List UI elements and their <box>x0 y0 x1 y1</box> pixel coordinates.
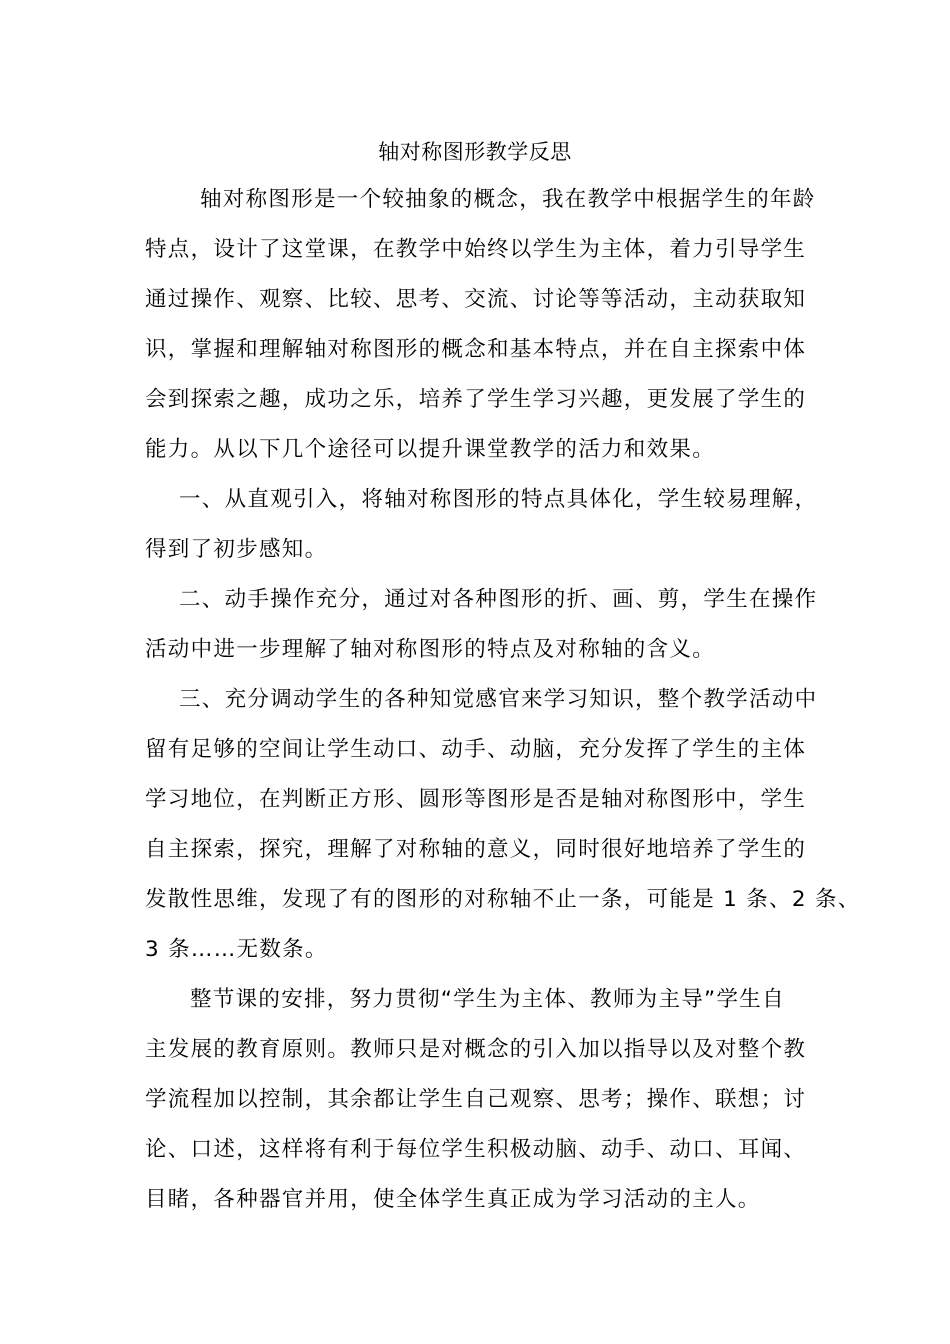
paragraph-4-line-3: 学习地位，在判断正方形、圆形等图形是否是轴对称图形中，学生 <box>145 787 807 812</box>
paragraph-1-line-5: 会到探索之趣，成功之乐，培养了学生学习兴趣，更发展了学生的 <box>145 387 807 412</box>
paragraph-3-line-1: 二、动手操作充分，通过对各种图形的折、画、剪，学生在操作 <box>179 587 818 612</box>
paragraph-1-line-6: 能力。从以下几个途径可以提升课堂教学的活力和效果。 <box>145 437 716 462</box>
paragraph-5-line-4: 论、口述，这样将有利于每位学生积极动脑、动手、动口、耳闻、 <box>145 1137 807 1162</box>
paragraph-2-line-1: 一、从直观引入，将轴对称图形的特点具体化，学生较易理解， <box>179 487 818 512</box>
paragraph-1-line-2: 特点，设计了这堂课，在教学中始终以学生为主体，着力引导学生 <box>145 237 807 262</box>
paragraph-1-line-1: 轴对称图形是一个较抽象的概念，我在教学中根据学生的年龄 <box>200 187 816 212</box>
paragraph-5-line-3: 学流程加以控制，其余都让学生自己观察、思考；操作、联想；讨 <box>145 1087 807 1112</box>
paragraph-5-line-1: 整节课的安排，努力贯彻“学生为主体、教师为主导”学生自 <box>190 987 785 1012</box>
paragraph-5-line-2: 主发展的教育原则。教师只是对概念的引入加以指导以及对整个教 <box>145 1037 807 1062</box>
paragraph-3-line-2: 活动中进一步理解了轴对称图形的特点及对称轴的含义。 <box>145 637 716 662</box>
paragraph-4-line-1: 三、充分调动学生的各种知觉感官来学习知识，整个教学活动中 <box>179 687 818 712</box>
paragraph-4-line-6: 3 条……无数条。 <box>145 937 328 962</box>
document-title: 轴对称图形教学反思 <box>378 140 572 164</box>
paragraph-4-line-4: 自主探索，探究，理解了对称轴的意义，同时很好地培养了学生的 <box>145 837 807 862</box>
paragraph-4-line-5: 发散性思维，发现了有的图形的对称轴不止一条，可能是 1 条、2 条、 <box>145 887 861 912</box>
paragraph-4-line-2: 留有足够的空间让学生动口、动手、动脑，充分发挥了学生的主体 <box>145 737 807 762</box>
paragraph-1-line-4: 识，掌握和理解轴对称图形的概念和基本特点，并在自主探索中体 <box>145 337 807 362</box>
paragraph-2-line-2: 得到了初步感知。 <box>145 537 328 562</box>
paragraph-5-line-5: 目睹，各种器官并用，使全体学生真正成为学习活动的主人。 <box>145 1187 761 1212</box>
paragraph-1-line-3: 通过操作、观察、比较、思考、交流、讨论等等活动，主动获取知 <box>145 287 807 312</box>
